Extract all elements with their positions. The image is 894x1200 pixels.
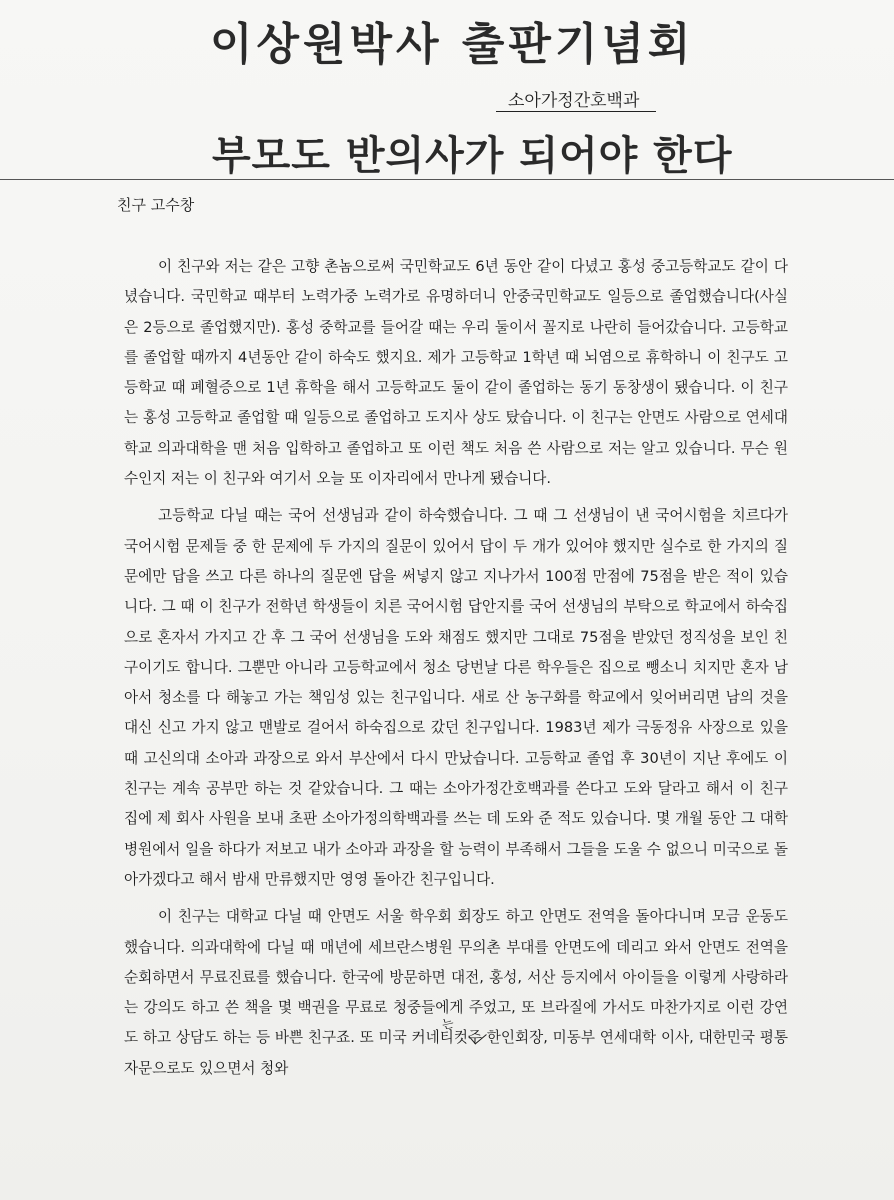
paragraph-2: 고등학교 다닐 때는 국어 선생님과 같이 하숙했습니다. 그 때 그 선생님이 낸 국어시험을 치르다가 국어시험 문제들 중 한 문제에 두 가지의 질문이 있어서 답이 두 개가 있어야 했지만 실수로 한 가지의 질문에만 답을 쓰고 다른 하나의 질문엔 답을 써넣지 않고 지나가서 100점 만점에 75점을 받은 적이 있습니다. 그 때 이 친구가 전학년 학생들이 치른 국어시험 답안지를 국어 선생님의 부탁으로 학교에서 하숙집으로 혼자서 가지고 간 후 그 국어 선생님을 도와 채점도 했지만 그대로 75점을 받았던 정직성을 보인 친구이기도 합니다. 그뿐만 아니라 고등학교에서 청소 당번날 다른 학우들은 집으로 뺑소니 치지만 혼자 남아서 청소를 다 해놓고 가는 책임성 있는 친구입니다. 새로 산 농구화를 학교에서 잊어버리면 남의 것을 대신 신고 가지 않고 맨발로 걸어서 하숙집으로 갔던 친구입니다. 1983년 제가 극동정유 사장으로 있을 때 고신의대 소아과 과장으로 와서 부산에서 다시 만났습니다. 고등학교 졸업 후 30년이 지난 후에도 이 친구는 계속 공부만 하는 것 같았습니다. 그 때는 소아가정간호백과를 쓴다고 도와 달라고 해서 이 친구 집에 제 회사 사원을 보내 초판 소아가정의학백과를 쓰는 데 도와 준 적도 있습니다. 몇 개월 동안 그 대학병원에서 일을 하다가 저보고 내가 소아과 과장을 할 능력이 부족해서 그들을 도울 수 없으니 미국으로 돌아가겠다고 해서 밤새 만류했지만 영영 돌아간 친구입니다. (124, 507, 788, 888)
book-label: 소아가정간호백과 (508, 91, 640, 111)
header-divider (0, 179, 894, 180)
author-line: 친구 고수창 (117, 196, 195, 214)
body-text (124, 252, 788, 1091)
event-title: 이상원박사 출판기념회 (210, 19, 695, 70)
main-title: 부모도 반의사가 되어야 한다 (212, 133, 733, 179)
handwritten-annotation: 는 (440, 1015, 456, 1033)
paragraph-1: 이 친구와 저는 같은 고향 촌놈으로써 국민학교도 6년 동안 같이 다녔고 홍성 중고등학교도 같이 다녔습니다. 국민학교 때부터 노력가중 노력가로 유명하더니 안중국민학교도 일등으로 졸업했습니다(사실은 2등으로 졸업했지만). 홍성 중학교를 들어갈 때는 우리 둘이서 꼴지로 나란히 들어갔습니다. 고등학교를 졸업할 때까지 4년동안 같이 하숙도 했지요. 제가 고등학교 1학년 때 뇌염으로 휴학하니 이 친구도 고등학교 때 폐혈증으로 1년 휴학을 해서 고등학교도 둘이 같이 졸업하는 동기 동창생이 됐습니다. 이 친구는 홍성 고등학교 졸업할 때 일등으로 졸업하고 도지사 상도 탔습니다. 이 친구는 안면도 사람으로 연세대학교 의과대학을 맨 처음 입학하고 졸업하고 또 이런 책도 처음 쓴 사람으로 저는 알고 있습니다. 무슨 원수인지 저는 이 친구와 여기서 오늘 또 이자리에서 만나게 됐습니다. (124, 258, 788, 488)
book-label-underline (496, 111, 656, 112)
paragraph-3: 이 친구는 대학교 다닐 때 안면도 서울 학우회 회장도 하고 안면도 전역을 돌아다니며 모금 운동도 했습니다. 의과대학에 다닐 때 매년에 세브란스병원 무의촌 부대를 안면도에 데리고 와서 안면도 전역을 순회하면서 무료진료를 했습니다. 한국에 방문하면 대전, 홍성, 서산 등지에서 아이들을 이렇게 사랑하라는 강의도 하고 쓴 책을 몇 백권을 무료로 청중들에게 주었고, 또 브라질에 가서도 마찬가지로 이런 강연도 하고 상담도 하는 등 바쁜 친구죠. 또 미국 커네티컷주 한인회장, 미동부 연세대학 이사, 대한민국 평통 자문으로도 있으면서 청와 (124, 908, 788, 1077)
